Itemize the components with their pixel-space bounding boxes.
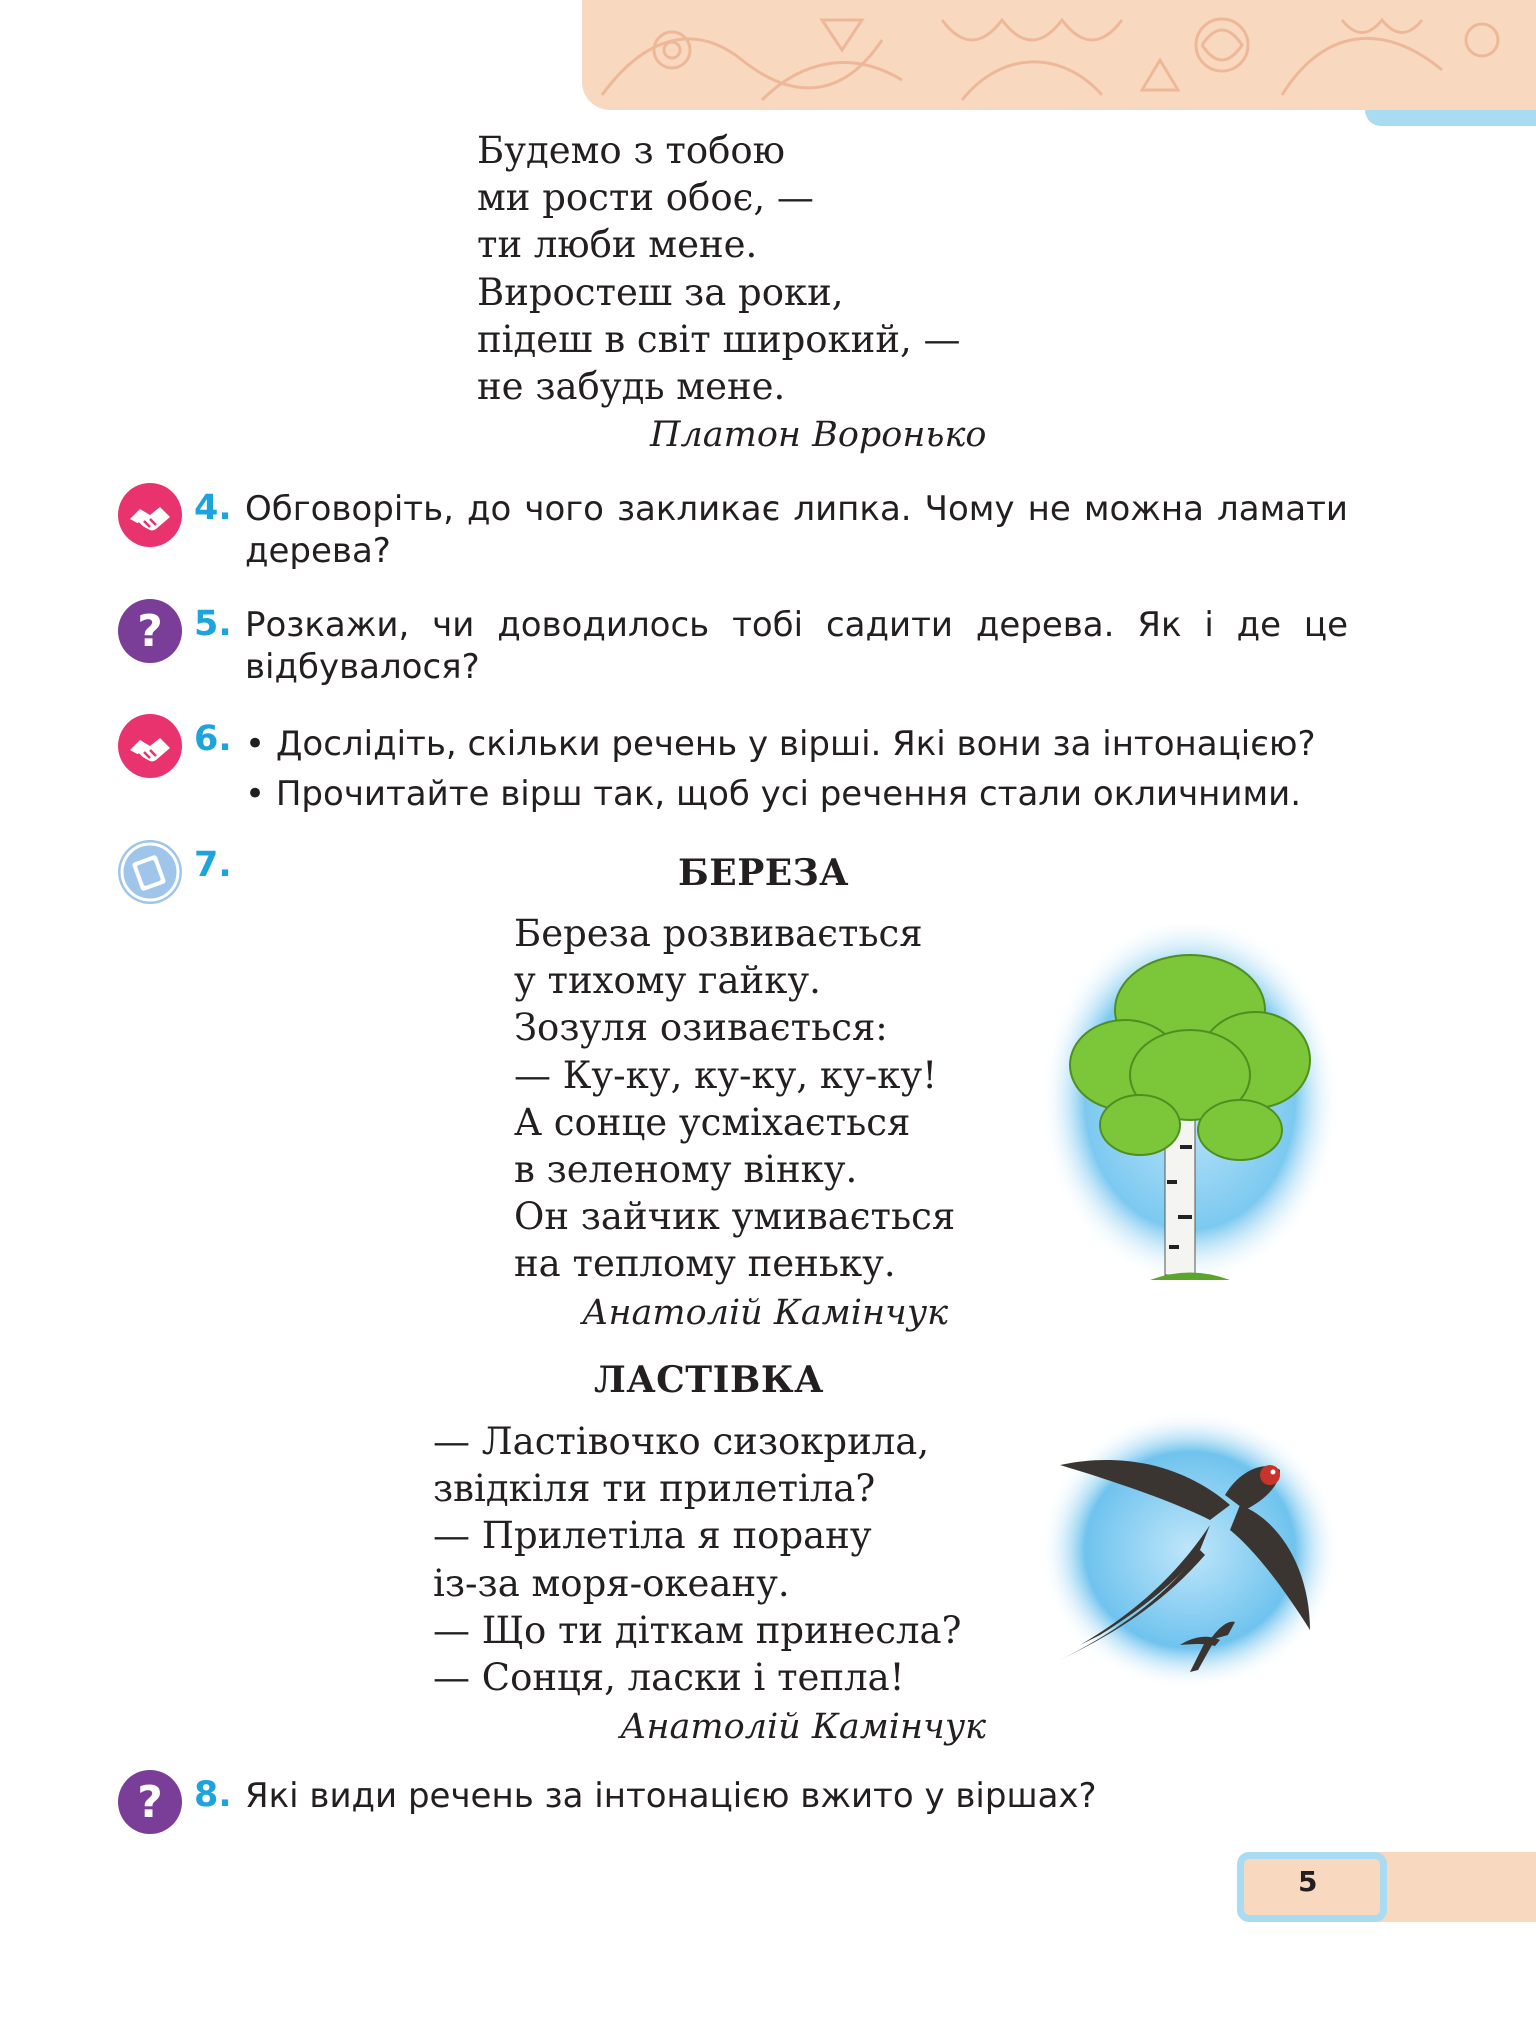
poem-1-author: Платон Воронько xyxy=(650,415,987,455)
question-icon xyxy=(118,1770,182,1834)
poem-3-title: ЛАСТІВКА xyxy=(594,1359,824,1401)
handshake-icon xyxy=(118,483,182,547)
floral-ornament-icon xyxy=(582,0,1536,110)
poem-line: із-за моря-океану. xyxy=(433,1561,790,1605)
header-ornament xyxy=(582,0,1536,110)
poem-line: Будемо з тобою xyxy=(477,129,785,172)
task-text xyxy=(245,719,1348,819)
page-number: 5 xyxy=(1298,1865,1318,1898)
task-number: 5. xyxy=(194,604,232,644)
task-bullet: • Прочитайте вірш так, щоб усі речення стали окличними. xyxy=(245,774,1302,814)
poem-line: — Прилетіла я порану xyxy=(433,1514,872,1558)
handshake-icon xyxy=(118,714,182,778)
poem-1 xyxy=(477,127,961,410)
poem-line: Виростеш за роки, xyxy=(477,270,844,314)
poem-2-author: Анатолій Камінчук xyxy=(582,1293,949,1333)
task-text: Розкажи, чи доводилось тобі садити дерева. Як і де це відбувалося? xyxy=(245,605,1348,687)
task-text: Обговоріть, до чого закликає липка. Чому не можна ламати дерева? xyxy=(245,489,1348,571)
poem-line: у тихому гайку. xyxy=(514,959,821,1003)
svg-text:?: ? xyxy=(137,1777,163,1828)
poem-2 xyxy=(514,910,955,1288)
birch-tree-illustration xyxy=(1040,925,1340,1299)
poem-line: — Сонця, ласки і тепла! xyxy=(433,1656,905,1700)
poem-line: Зозуля озивається: xyxy=(514,1006,888,1050)
task-bullet: • Дослідіть, скільки речень у вірші. Які вони за інтонацією? xyxy=(245,724,1316,764)
poem-3 xyxy=(433,1418,961,1701)
task-text: Які види речень за інтонацією вжито у віршах? xyxy=(245,1776,1097,1816)
poem-line: ти люби мене. xyxy=(477,223,758,267)
poem-2-title: БЕРЕЗА xyxy=(678,852,849,894)
poem-line: Береза розвивається xyxy=(514,912,923,955)
poem-line: — Ку-ку, ку-ку, ку-ку! xyxy=(514,1053,938,1097)
book-icon xyxy=(118,840,182,904)
poem-line: в зеленому вінку. xyxy=(514,1148,858,1192)
svg-text:?: ? xyxy=(137,606,163,657)
poem-line: — Ластівочко сизокрила, xyxy=(433,1420,930,1463)
question-icon xyxy=(118,599,182,663)
poem-line: звідкіля ти прилетіла? xyxy=(433,1467,876,1511)
header-accent-bar xyxy=(1365,110,1536,126)
task-number: 4. xyxy=(194,488,232,528)
poem-line: ми рости обоє, — xyxy=(477,176,814,220)
poem-line: — Що ти діткам принесла? xyxy=(433,1608,962,1652)
poem-line: Он зайчик умивається xyxy=(514,1195,956,1239)
task-number: 6. xyxy=(194,719,232,759)
poem-line: підеш в світ широкий, — xyxy=(477,317,961,361)
task-number: 7. xyxy=(194,845,232,885)
poem-line: на теплому пеньку. xyxy=(514,1242,896,1286)
poem-line: не забудь мене. xyxy=(477,365,786,409)
swallow-illustration xyxy=(1040,1410,1340,1694)
task-number: 8. xyxy=(194,1775,232,1815)
poem-line: А сонце усміхається xyxy=(514,1100,911,1144)
poem-3-author: Анатолій Камінчук xyxy=(620,1707,987,1747)
